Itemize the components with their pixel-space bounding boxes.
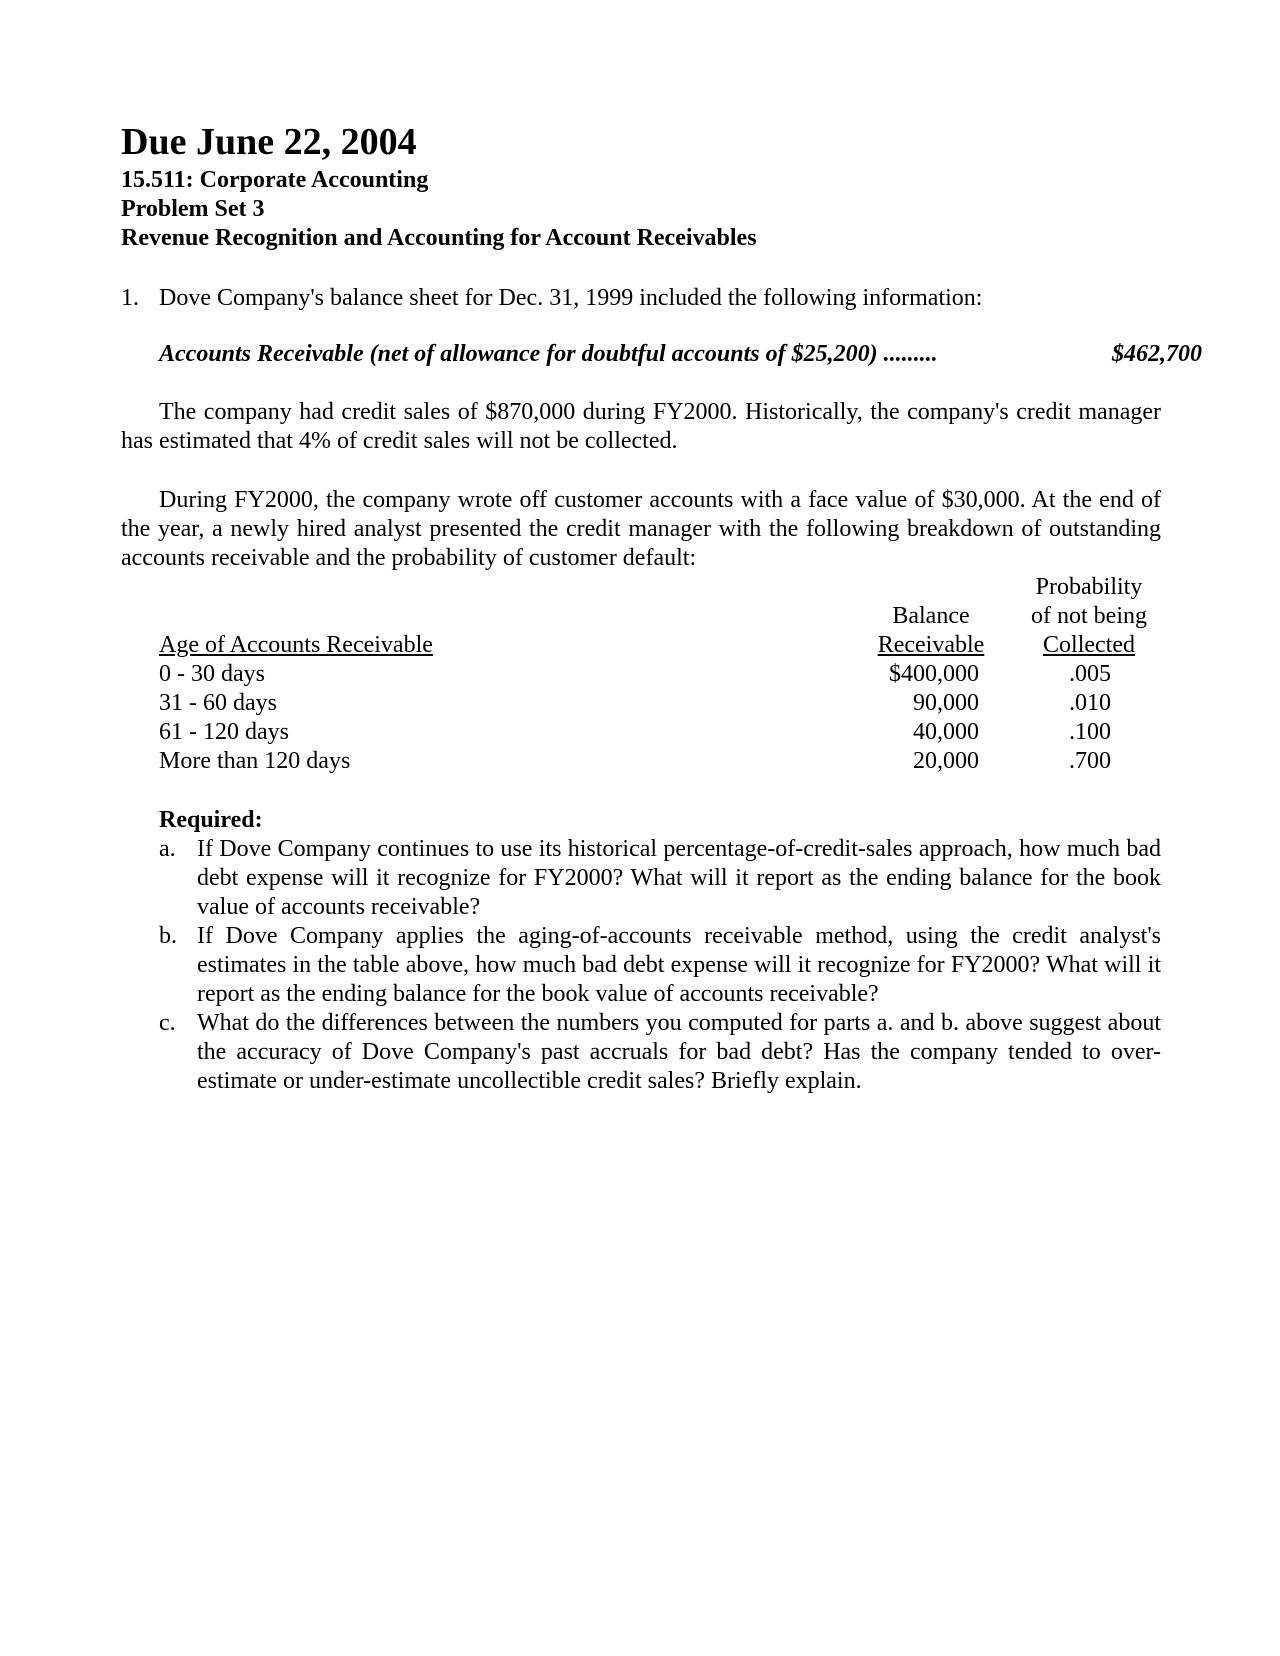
balance-header (871, 602, 991, 660)
required-item-b (159, 922, 1161, 1009)
balance-header-line-1: Balance (892, 603, 970, 629)
age-cell: 31 - 60 days (159, 690, 277, 716)
probability-cell: .005 (1069, 661, 1111, 687)
probability-header-line-2: of not being (1031, 603, 1147, 629)
due-date-title: Due June 22, 2004 (121, 121, 417, 163)
ar-amount: $462,700 (1112, 341, 1202, 367)
age-cell: 61 - 120 days (159, 719, 289, 745)
age-header: Age of Accounts Receivable (159, 632, 433, 658)
age-cell: 0 - 30 days (159, 661, 265, 687)
ar-label: Accounts Receivable (net of allowance for doubtful accounts of $25,200) ......... (159, 341, 938, 367)
table-row (159, 660, 1161, 689)
write-off-paragraph: During FY2000, the company wrote off customer accounts with a face value of $30,000. At the end of the year, a newly hired analyst presented the credit manager with the following breakdown of outstanding accounts receivable and the probability of customer default: (121, 487, 1161, 571)
credit-sales-paragraph: The company had credit sales of $870,000 during FY2000. Historically, the company's credit manager has estimated that 4% of credit sales will not be collected. (121, 399, 1161, 454)
required-section (159, 806, 1161, 1096)
required-item-text: If Dove Company continues to use its historical percentage-of-credit-sales approach, how much bad debt expense will it recognize for FY2000? What will it report as the ending balance for the book value of accounts receivable? (197, 836, 1161, 920)
table-row (159, 747, 1161, 776)
required-item-letter: a. (159, 836, 176, 862)
balance-cell: $400,000 (889, 661, 979, 687)
age-cell: More than 120 days (159, 748, 351, 774)
probability-header-line-3: Collected (1043, 632, 1135, 658)
required-item-text: What do the differences between the numbers you computed for parts a. and b. above suggest about the accuracy of Dove Company's past accruals for bad debt? Has the company tended to over-estimate or under-estimate uncollectible credit sales? Briefly explain. (197, 1010, 1161, 1094)
required-item-c (159, 1009, 1161, 1096)
required-title: Required: (159, 807, 263, 833)
probability-header (1014, 573, 1164, 660)
probability-cell: .100 (1069, 719, 1111, 745)
probability-cell: .700 (1069, 748, 1111, 774)
required-item-a (159, 835, 1161, 922)
topic-title: Revenue Recognition and Accounting for Account Receivables (121, 225, 757, 251)
probability-header-line-1: Probability (1035, 574, 1143, 600)
question-intro-text: Dove Company's balance sheet for Dec. 31, 1999 included the following information: (159, 285, 983, 311)
required-item-letter: b. (159, 923, 177, 949)
course-title: 15.511: Corporate Accounting (121, 167, 429, 193)
aging-table (159, 573, 1161, 773)
balance-header-line-2: Receivable (877, 632, 985, 658)
balance-cell: 20,000 (913, 748, 979, 774)
balance-cell: 40,000 (913, 719, 979, 745)
problem-set-title: Problem Set 3 (121, 196, 265, 222)
question-number: 1. (121, 285, 139, 311)
required-item-text: If Dove Company applies the aging-of-accounts receivable method, using the credit analyst's estimates in the table above, how much bad debt expense will it recognize for FY2000? What will it report as the ending balance for the book value of accounts receivable? (197, 923, 1161, 1007)
required-item-letter: c. (159, 1010, 176, 1036)
probability-cell: .010 (1069, 690, 1111, 716)
table-row (159, 718, 1161, 747)
document-page (121, 118, 1202, 1094)
balance-cell: 90,000 (913, 690, 979, 716)
table-row (159, 689, 1161, 718)
